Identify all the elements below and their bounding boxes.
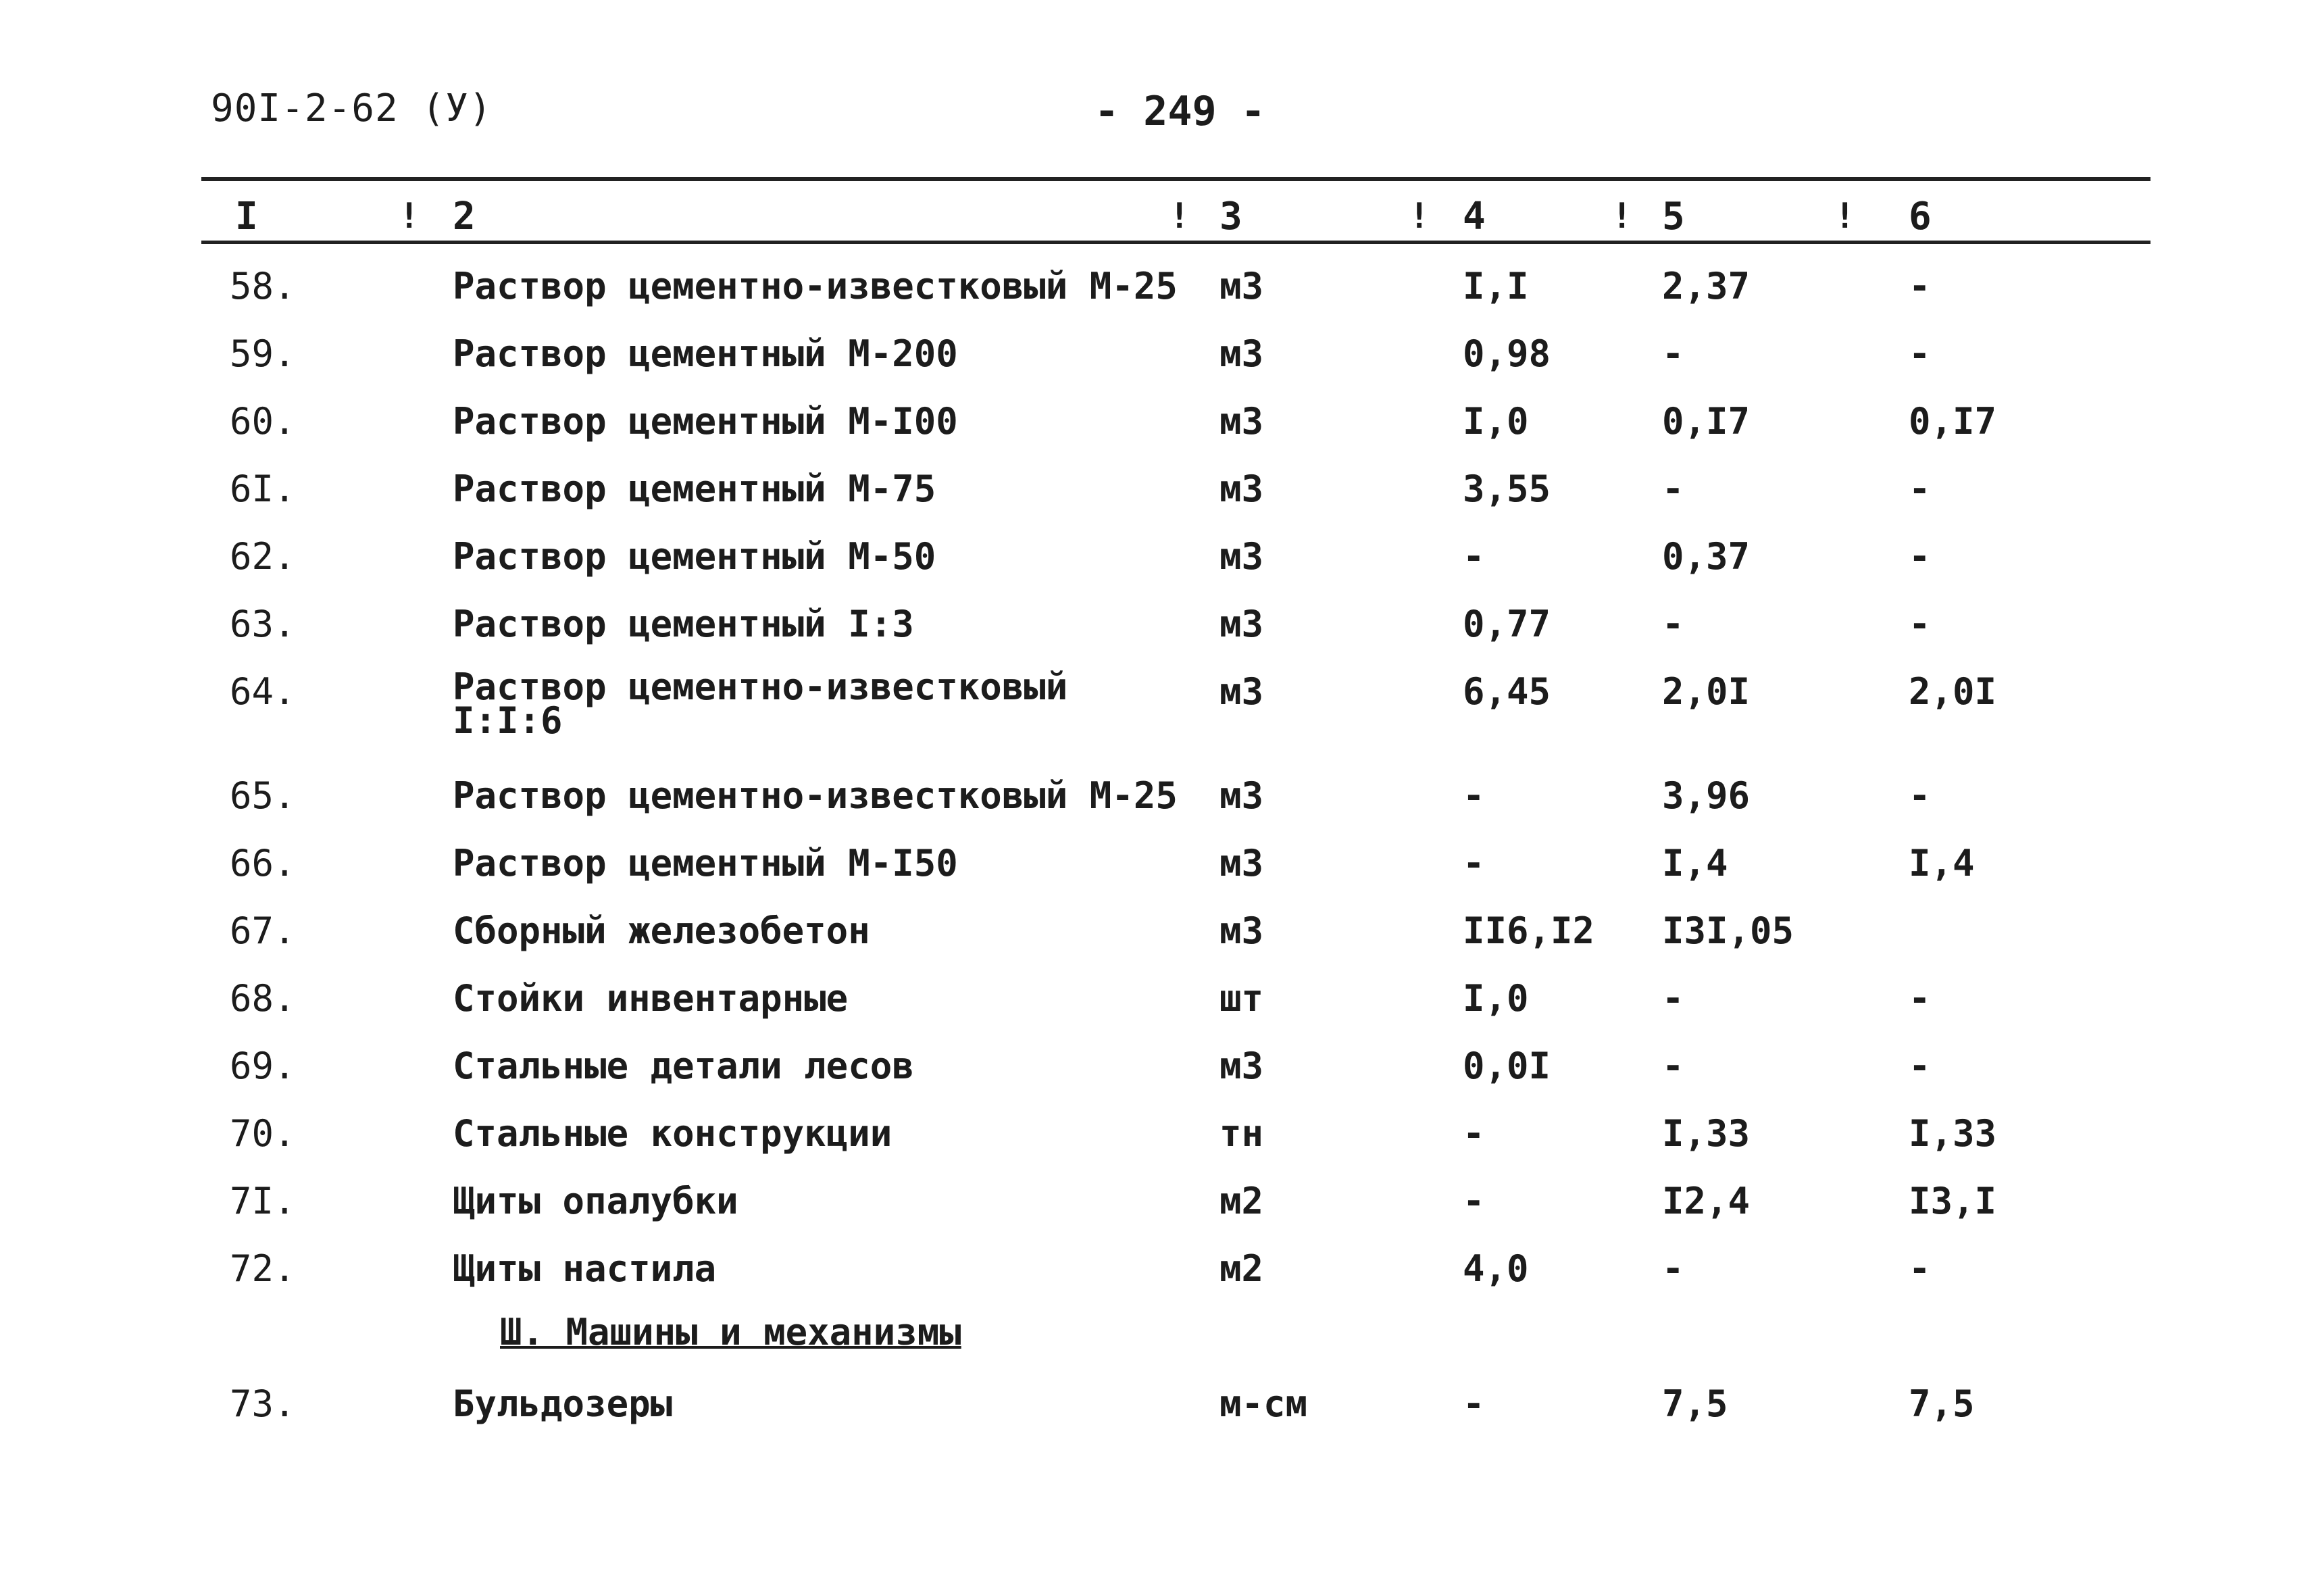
- value-col5: -: [1662, 1045, 1684, 1087]
- column-separator: !: [1409, 196, 1430, 236]
- page-number: - 249 -: [1095, 88, 1265, 135]
- unit-cell: м3: [1219, 774, 1264, 817]
- unit-cell: м3: [1219, 400, 1264, 443]
- value-col6: -: [1909, 977, 1931, 1020]
- column-separator: !: [399, 196, 420, 236]
- table-row: [0, 1247, 2314, 1315]
- value-col5: I3I,05: [1662, 909, 1794, 952]
- row-number: 7I.: [230, 1180, 296, 1222]
- unit-cell: м3: [1219, 1045, 1264, 1087]
- unit-cell: м2: [1219, 1247, 1264, 1290]
- value-col6: 0,I7: [1909, 400, 1997, 443]
- value-col6: I,33: [1909, 1112, 1997, 1155]
- value-col5: -: [1662, 603, 1684, 645]
- unit-cell: м3: [1219, 265, 1264, 307]
- material-name: Раствор цементный М-75: [453, 468, 936, 510]
- value-col5: 3,96: [1662, 774, 1751, 817]
- material-name: Раствор цементный I:3: [453, 603, 914, 645]
- value-col6: -: [1909, 535, 1931, 578]
- unit-cell: м3: [1219, 332, 1264, 375]
- unit-cell: м3: [1219, 670, 1264, 713]
- header-rule-top: [201, 177, 2150, 181]
- material-name: Раствор цементный М-I00: [453, 400, 958, 443]
- table-row: [0, 842, 2314, 909]
- unit-cell: м3: [1219, 535, 1264, 578]
- value-col5: -: [1662, 332, 1684, 375]
- column-separator: !: [1169, 196, 1190, 236]
- table-row: [0, 774, 2314, 842]
- table-row: [0, 909, 2314, 977]
- value-col4: I,0: [1463, 977, 1529, 1020]
- value-col5: -: [1662, 468, 1684, 510]
- value-col4: I,I: [1463, 265, 1529, 307]
- table-row: [0, 1045, 2314, 1112]
- column-header-1: I: [235, 195, 258, 239]
- unit-cell: тн: [1219, 1112, 1264, 1155]
- value-col4: -: [1463, 1382, 1485, 1425]
- value-col4: I,0: [1463, 400, 1529, 443]
- value-col6: I3,I: [1909, 1180, 1997, 1222]
- material-name: Щиты опалубки: [453, 1180, 738, 1222]
- value-col4: 6,45: [1463, 670, 1551, 713]
- unit-cell: м3: [1219, 909, 1264, 952]
- column-header-6: 6: [1909, 195, 1932, 239]
- value-col6: -: [1909, 332, 1931, 375]
- material-name: Раствор цементный М-I50: [453, 842, 958, 884]
- value-col5: 2,0I: [1662, 670, 1751, 713]
- value-col6: 2,0I: [1909, 670, 1997, 713]
- value-col6: -: [1909, 603, 1931, 645]
- table-row: [0, 666, 2314, 765]
- table-row: [0, 1112, 2314, 1180]
- unit-cell: м3: [1219, 603, 1264, 645]
- value-col4: II6,I2: [1463, 909, 1595, 952]
- row-number: 66.: [230, 842, 296, 884]
- value-col5: I2,4: [1662, 1180, 1751, 1222]
- row-number: 59.: [230, 332, 296, 375]
- value-col4: 0,98: [1463, 332, 1551, 375]
- column-header-2: 2: [453, 195, 476, 239]
- row-number: 70.: [230, 1112, 296, 1155]
- value-col4: 3,55: [1463, 468, 1551, 510]
- column-header-3: 3: [1219, 195, 1242, 239]
- column-separator: !: [1611, 196, 1633, 236]
- column-separator: !: [1834, 196, 1856, 236]
- material-name: [453, 666, 1068, 742]
- unit-cell: шт: [1219, 977, 1264, 1020]
- value-col6: -: [1909, 774, 1931, 817]
- material-name: Бульдозеры: [453, 1382, 673, 1425]
- value-col6: I,4: [1909, 842, 1975, 884]
- material-name: Раствор цементно-известковый М-25: [453, 265, 1178, 307]
- row-number: 72.: [230, 1247, 296, 1290]
- material-name: Сборный железобетон: [453, 909, 870, 952]
- column-header-4: 4: [1463, 195, 1486, 239]
- value-col4: -: [1463, 1180, 1485, 1222]
- value-col5: 0,37: [1662, 535, 1751, 578]
- document-code: 90I-2-62 (У): [211, 86, 493, 130]
- table-row: [0, 332, 2314, 400]
- row-number: 64.: [230, 670, 296, 713]
- value-col4: -: [1463, 774, 1485, 817]
- value-col4: -: [1463, 535, 1485, 578]
- material-name: Стойки инвентарные: [453, 977, 849, 1020]
- material-name-line2: I:I:6: [453, 699, 563, 742]
- value-col4: 0,0I: [1463, 1045, 1551, 1087]
- value-col6: -: [1909, 1247, 1931, 1290]
- column-header-5: 5: [1662, 195, 1685, 239]
- row-number: 65.: [230, 774, 296, 817]
- unit-cell: м3: [1219, 468, 1264, 510]
- value-col5: 0,I7: [1662, 400, 1751, 443]
- value-col4: 0,77: [1463, 603, 1551, 645]
- value-col5: I,33: [1662, 1112, 1751, 1155]
- table-row: [0, 1180, 2314, 1247]
- table-row: [0, 977, 2314, 1045]
- value-col5: -: [1662, 977, 1684, 1020]
- table-row: [0, 265, 2314, 332]
- material-name: Щиты настила: [453, 1247, 717, 1290]
- material-name: Стальные конструкции: [453, 1112, 892, 1155]
- value-col4: -: [1463, 842, 1485, 884]
- value-col6: 7,5: [1909, 1382, 1975, 1425]
- table-row: [0, 468, 2314, 535]
- table-row: [0, 603, 2314, 670]
- header-rule-bottom: [201, 241, 2150, 244]
- value-col5: -: [1662, 1247, 1684, 1290]
- row-number: 62.: [230, 535, 296, 578]
- table-row: [0, 400, 2314, 468]
- unit-cell: м2: [1219, 1180, 1264, 1222]
- value-col6: -: [1909, 265, 1931, 307]
- material-name-line1: Раствор цементно-известковый: [453, 666, 1068, 708]
- row-number: 63.: [230, 603, 296, 645]
- value-col4: 4,0: [1463, 1247, 1529, 1290]
- material-name: Стальные детали лесов: [453, 1045, 914, 1087]
- row-number: 58.: [230, 265, 296, 307]
- material-name: Раствор цементно-известковый М-25: [453, 774, 1178, 817]
- value-col6: -: [1909, 1045, 1931, 1087]
- value-col5: 2,37: [1662, 265, 1751, 307]
- unit-cell: м-см: [1219, 1382, 1308, 1425]
- value-col6: -: [1909, 468, 1931, 510]
- table-row: [0, 1382, 2314, 1450]
- value-col4: -: [1463, 1112, 1485, 1155]
- value-col5: I,4: [1662, 842, 1728, 884]
- table-row: [0, 535, 2314, 603]
- row-number: 73.: [230, 1382, 296, 1425]
- row-number: 6I.: [230, 468, 296, 510]
- row-number: 67.: [230, 909, 296, 952]
- row-number: 60.: [230, 400, 296, 443]
- value-col5: 7,5: [1662, 1382, 1728, 1425]
- row-number: 69.: [230, 1045, 296, 1087]
- material-name: Раствор цементный М-200: [453, 332, 958, 375]
- section-title: Ш. Машины и механизмы: [500, 1311, 961, 1353]
- row-number: 68.: [230, 977, 296, 1020]
- material-name: Раствор цементный М-50: [453, 535, 936, 578]
- unit-cell: м3: [1219, 842, 1264, 884]
